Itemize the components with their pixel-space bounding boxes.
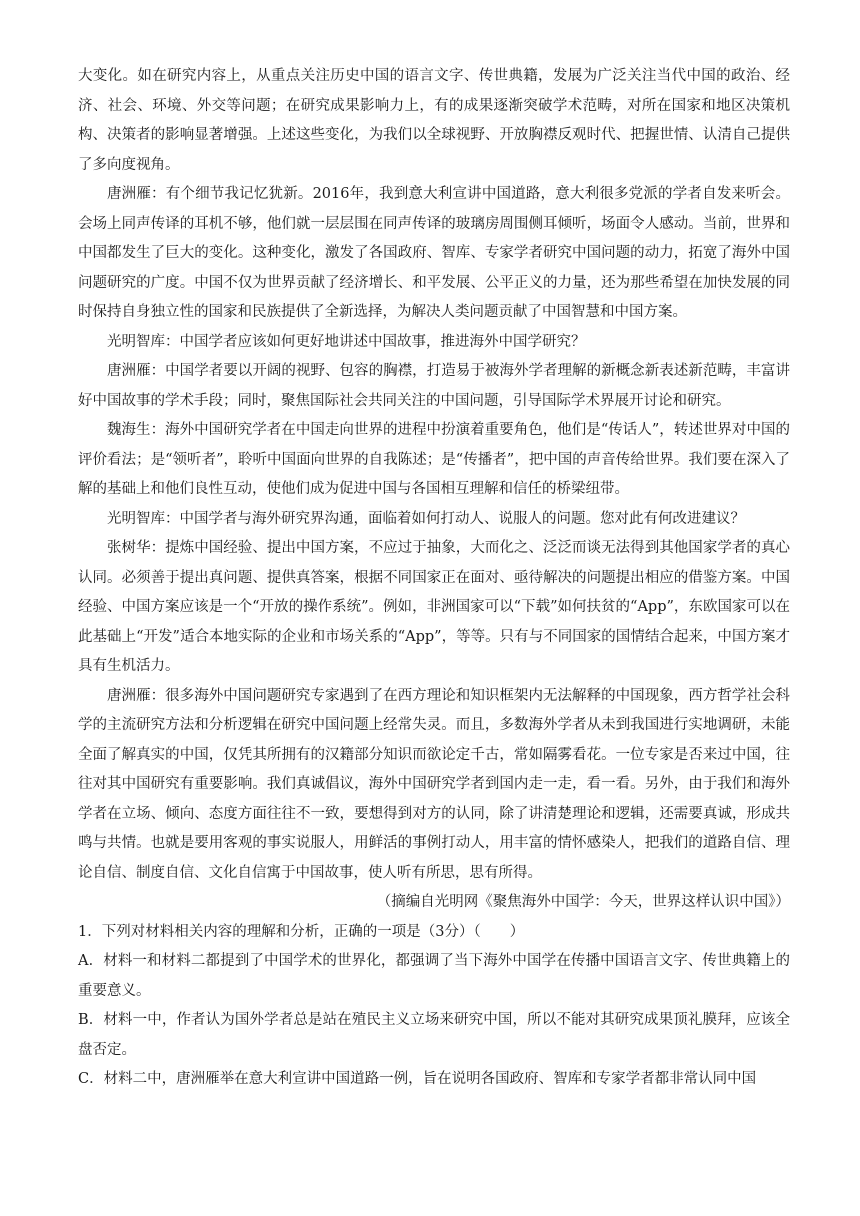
paragraph-zhang: 张树华：提炼中国经验、提出中国方案，不应过于抽象，大而化之、泛泛而谈无法得到其他国家学者的真心认同。必须善于提出真问题、提供真答案，根据不同国家正在面对、亟待解决的问题提出相应的借鉴方案。中国经验、中国方案应该是一个“开放的操作系统”。例如，非洲国家可以“下载”如何扶贫的“App”，东欧国家可以在此基础上“开发”适合本地实际的企业和市场关系的“App”，等等。只有与不同国家的国情结合起来，中国方案才具有生机活力。 — [78, 540, 790, 674]
source-citation: （摘编自光明网《聚焦海外中国学：今天，世界这样认识中国》） — [376, 894, 790, 910]
paragraph-continuation: 大变化。如在研究内容上，从重点关注历史中国的语言文字、传世典籍，发展为广泛关注当代中国的政治、经济、社会、环境、外交等问题；在研究成果影响力上，有的成果逐渐突破学术范畴，对所在国家和地区决策机构、决策者的影响显著增强。上述这些变化，为我们以全球视野、开放胸襟反观时代、把握世情、认清自己提供了多向度视角。 — [78, 68, 790, 173]
option-a: A．材料一和材料二都提到了中国学术的世界化，都强调了当下海外中国学在传播中国语言文字、传世典籍上的重要意义。 — [78, 953, 790, 999]
option-b: B．材料一中，作者认为国外学者总是站在殖民主义立场来研究中国，所以不能对其研究成果顶礼膜拜，应该全盘否定。 — [78, 1012, 790, 1058]
paragraph-tang-1: 唐洲雁：有个细节我记忆犹新。2016年，我到意大利宣讲中国道路，意大利很多党派的学者自发来听会。会场上同声传译的耳机不够，他们就一层层围在同声传译的玻璃房周围侧耳倾听，场面令人感动。当前，世界和中国都发生了巨大的变化。这种变化，激发了各国政府、智库、专家学者研究中国问题的动力，拓宽了海外中国问题研究的广度。中国不仅为世界贡献了经济增长、和平发展、公平正义的力量，还为那些希望在加快发展的同时保持自身独立性的国家和民族提供了全新选择，为解决人类问题贡献了中国智慧和中国方案。 — [78, 186, 790, 320]
paragraph-wei: 魏海生：海外中国研究学者在中国走向世界的进程中扮演着重要角色，他们是“传话人”，转述世界对中国的评价看法；是“领听者”，聆听中国面向世界的自我陈述；是“传播者”，把中国的声音传给世界。我们要在深入了解的基础上和他们良性互动，使他们成为促进中国与各国相互理解和信任的桥梁纽带。 — [78, 422, 790, 497]
paragraph-gm-question-2: 光明智库：中国学者与海外研究界沟通，面临着如何打动人、说服人的问题。您对此有何改进建议？ — [107, 510, 745, 527]
paragraph-gm-question-1: 光明智库：中国学者应该如何更好地讲述中国故事，推进海外中国学研究？ — [107, 333, 586, 350]
option-c: C．材料二中，唐洲雁举在意大利宣讲中国道路一例，旨在说明各国政府、智库和专家学者都非常认同中国 — [78, 1071, 757, 1087]
paragraph-tang-2: 唐洲雁：中国学者要以开阔的视野、包容的胸襟，打造易于被海外学者理解的新概念新表述新范畴，丰富讲好中国故事的学术手段；同时，聚焦国际社会共同关注的中国问题，引导国际学术界展开讨论和研究。 — [78, 363, 790, 409]
document-page — [78, 62, 790, 1095]
paragraph-tang-3: 唐洲雁：很多海外中国问题研究专家遇到了在西方理论和知识框架内无法解释的中国现象，西方哲学社会科学的主流研究方法和分析逻辑在研究中国问题上经常失灵。而且，多数海外学者从未到我国进行实地调研，未能全面了解真实的中国，仅凭其所拥有的汉籍部分知识而欲论定千古，常如隔雾看花。一位专家是否来过中国，往往对其中国研究有重要影响。我们真诚倡议，海外中国研究学者到国内走一走，看一看。另外，由于我们和海外学者在立场、倾向、态度方面往往不一致，要想得到对方的认同，除了讲清楚理论和逻辑，还需要真诚，形成共鸣与共情。也就是要用客观的事实说服人，用鲜活的事例打动人，用丰富的情怀感染人，把我们的道路自信、理论自信、制度自信、文化自信寓于中国故事，使人听有所思，思有所得。 — [78, 687, 790, 881]
question-stem: 1．下列对材料相关内容的理解和分析，正确的一项是（3分）（ ） — [78, 923, 525, 940]
